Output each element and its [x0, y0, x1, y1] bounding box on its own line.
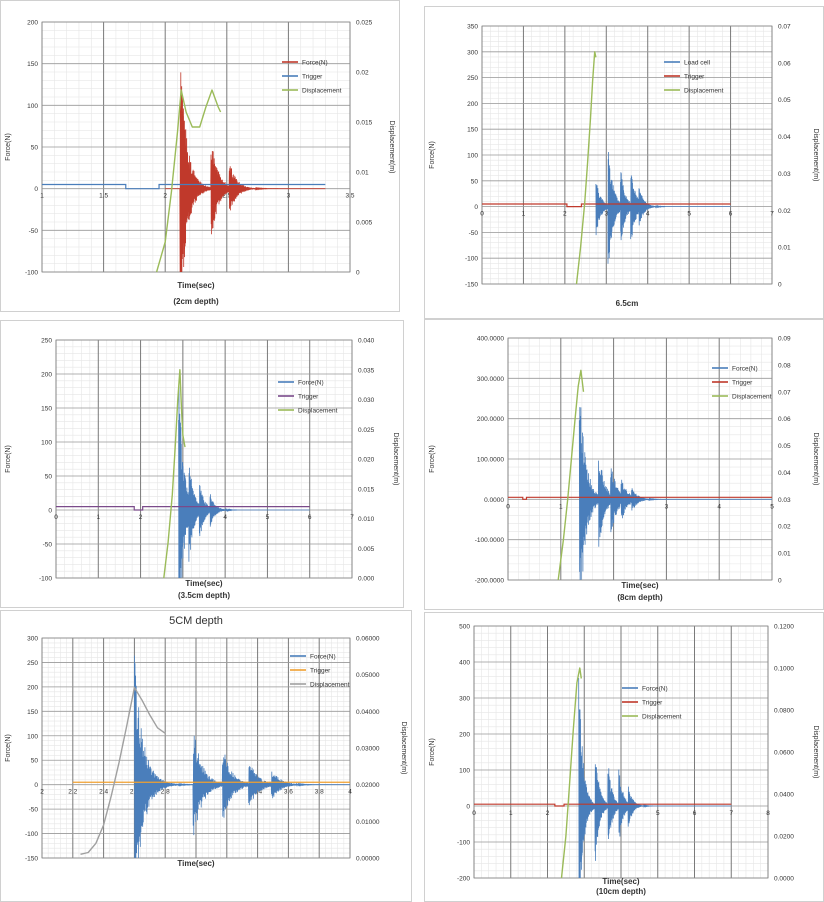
x-tick-label: 3.2: [222, 788, 232, 796]
y-tick-label: -50: [42, 541, 52, 549]
y-tick-label: 500: [459, 623, 470, 631]
legend-label: Displacement: [642, 713, 682, 721]
legend-label: Displacement: [732, 393, 772, 401]
x-tick-label: 3: [582, 810, 587, 817]
x-tick-label: 3.4: [253, 788, 263, 796]
x-tick-label: 1: [96, 514, 101, 521]
legend-label: Trigger: [302, 73, 323, 81]
y2-tick-label: 0.01000: [356, 818, 380, 826]
y2-tick-label: 0.02: [778, 523, 791, 531]
y-tick-label: 300.0000: [476, 375, 504, 383]
chart-8cm-svg: [424, 318, 824, 610]
series-force-n--line: [579, 678, 732, 878]
y2-tick-label: 0.05000: [356, 672, 380, 680]
x-tick-label: 3.8: [314, 788, 324, 796]
y2-tick-label: 0.02: [778, 207, 791, 215]
chart-panel-10cm: [424, 612, 824, 902]
y2-tick-label: 0.0400: [774, 791, 794, 799]
x-tick-label: 6: [307, 514, 312, 521]
y2-tick-label: 0.01: [778, 550, 791, 558]
y2-tick-label: 0.030: [358, 397, 375, 404]
y-tick-label: 300: [27, 635, 38, 643]
y-tick-label: 50: [30, 757, 38, 765]
y2-tick-label: 0.015: [356, 119, 373, 127]
x-tick-label: 3: [664, 503, 669, 511]
series-force-n--line: [179, 386, 310, 578]
y-tick-label: 150: [467, 126, 478, 134]
y2-tick-label: 0.09: [778, 335, 791, 343]
y2-tick-label: 0.02000: [356, 782, 380, 790]
y-tick-label: 100: [27, 102, 38, 110]
x-tick-label: 4: [348, 788, 352, 796]
x-tick-label: 2: [545, 810, 550, 817]
x-tick-label: 0: [480, 210, 484, 218]
y2-tick-label: 0.0800: [774, 707, 794, 715]
y2-tick-label: 0.03000: [356, 745, 380, 753]
y2-tick-label: 0.07: [778, 23, 791, 31]
x-tick-label: 1: [508, 810, 513, 817]
x-axis-label: Time(sec): [602, 877, 640, 886]
x-axis-label: Time(sec): [177, 859, 215, 868]
chart-panel-2cm: [0, 0, 400, 312]
legend-label: Force(N): [302, 59, 328, 67]
series-load-cell-line: [596, 152, 731, 264]
grid: [508, 338, 772, 580]
y-tick-label: 350: [467, 23, 478, 31]
y-tick-label: 0: [48, 507, 52, 515]
legend-label: Force(N): [642, 685, 668, 693]
x-tick-label: 2.4: [99, 788, 109, 796]
y-tick-label: 150: [27, 61, 38, 69]
legend-label: Force(N): [298, 379, 324, 387]
x-tick-label: 5: [265, 514, 270, 521]
y-tick-label: 200: [27, 19, 38, 27]
y2-tick-label: 0.01: [778, 244, 791, 252]
y2-tick-label: 0.025: [358, 426, 375, 434]
x-tick-label: 4: [717, 503, 722, 511]
y2-tick-label: 0.1000: [774, 665, 794, 673]
y-tick-label: 100: [467, 152, 478, 160]
y2-tick-label: 0.1200: [774, 623, 794, 631]
y-tick-label: -100: [38, 575, 52, 583]
chart-6-5cm-svg: [424, 6, 824, 320]
x-tick-label: 0: [472, 810, 476, 817]
y2-axis-label: Displacement(m): [812, 432, 819, 486]
y2-tick-label: 0.0000: [774, 875, 794, 883]
y-tick-label: 0: [34, 782, 38, 790]
y-tick-label: 150: [27, 708, 38, 716]
x-tick-label: 2.2: [68, 788, 78, 796]
x-tick-label: 7: [770, 210, 774, 218]
y2-tick-label: 0.000: [358, 575, 375, 583]
y-tick-label: -100: [464, 255, 478, 263]
x-axis-label: Time(sec): [621, 581, 659, 590]
grid: [482, 26, 772, 284]
series-displacement-line: [562, 668, 582, 878]
legend-label: Force(N): [310, 653, 336, 661]
x-tick-label: 3: [194, 788, 198, 796]
legend-label: Displacement: [298, 407, 338, 415]
x-tick-label: 2: [563, 210, 567, 218]
x-tick-label: 2.6: [129, 788, 139, 796]
series-displacement-line: [577, 52, 596, 284]
y-tick-label: 0: [466, 803, 470, 811]
y-tick-label: 50: [30, 144, 38, 152]
y-tick-label: 100: [459, 767, 470, 775]
legend-label: Displacement: [302, 87, 342, 95]
y2-tick-label: 0.010: [358, 516, 375, 523]
legend-label: Trigger: [310, 667, 331, 675]
x-tick-label: 6: [692, 810, 697, 817]
y2-axis-label: Displacement(m): [812, 128, 819, 182]
legend-label: Force(N): [732, 365, 758, 373]
x-tick-label: 2.5: [222, 192, 232, 200]
legend-label: Displacement: [684, 87, 724, 95]
x-tick-label: 3: [604, 210, 609, 218]
chart-5cm-svg: [0, 610, 412, 902]
y-tick-label: 50: [44, 473, 52, 481]
y2-tick-label: 0.005: [358, 545, 375, 553]
chart-caption: (8cm depth): [617, 593, 663, 602]
y-tick-label: 300: [467, 49, 478, 57]
y2-tick-label: 0: [778, 577, 782, 585]
y-tick-label: 400.0000: [476, 335, 504, 343]
x-tick-label: 1.5: [99, 192, 109, 200]
y-tick-label: -50: [28, 227, 38, 235]
grid: [474, 626, 768, 878]
y-tick-label: -100.0000: [474, 537, 504, 545]
y-axis-label: Force(N): [429, 445, 436, 473]
y-tick-label: -200: [456, 875, 470, 883]
x-axis-label: Time(sec): [177, 281, 215, 290]
chart-10cm-svg: [424, 612, 824, 902]
y2-tick-label: 0.040: [358, 337, 375, 345]
x-tick-label: 3.5: [345, 192, 355, 200]
chart-title: 5CM depth: [169, 615, 223, 627]
plot-area: [56, 340, 352, 578]
x-tick-label: 3: [286, 192, 291, 200]
x-tick-label: 0: [506, 503, 510, 511]
y2-tick-label: 0.06000: [356, 635, 380, 643]
y-tick-label: 250: [27, 659, 38, 667]
y-tick-label: 200: [41, 371, 52, 379]
x-tick-label: 1: [40, 192, 44, 200]
y-tick-label: -100: [24, 831, 38, 839]
y2-tick-label: 0.03: [778, 170, 791, 178]
grid: [56, 340, 352, 578]
x-tick-label: 2: [163, 192, 168, 200]
chart-caption: (10cm depth): [596, 887, 646, 896]
y2-tick-label: 0.02: [356, 69, 369, 77]
x-tick-label: 4: [645, 210, 650, 218]
legend-label: Trigger: [732, 379, 753, 387]
y2-tick-label: 0.025: [356, 19, 373, 27]
y2-tick-label: 0.04000: [356, 708, 380, 716]
chart-caption: (3.5cm depth): [177, 591, 231, 600]
y-tick-label: -150: [464, 281, 478, 289]
y-axis-label: Force(N): [429, 141, 436, 169]
y-tick-label: 100: [41, 439, 52, 447]
y2-tick-label: 0.05: [778, 97, 791, 105]
y2-axis-label: Displacement(m): [392, 432, 399, 486]
x-tick-label: 1: [558, 503, 563, 511]
x-tick-label: 4: [619, 810, 623, 817]
y2-tick-label: 0.06: [778, 60, 791, 68]
y-tick-label: 400: [459, 659, 470, 667]
x-tick-label: 2: [138, 514, 143, 521]
grid: [42, 638, 350, 858]
y-tick-label: 0: [34, 186, 38, 194]
x-tick-label: 5: [770, 503, 774, 511]
y-tick-label: 100.0000: [476, 456, 504, 464]
chart-panel-3-5cm: [0, 320, 404, 608]
y-tick-label: 100: [27, 733, 38, 741]
y2-tick-label: 0.07: [778, 389, 791, 397]
y-tick-label: 300: [459, 695, 470, 703]
y2-tick-label: 0.06: [778, 416, 791, 424]
y-tick-label: 0: [474, 204, 478, 212]
x-tick-label: 3.6: [283, 788, 293, 796]
chart-2cm-svg: [0, 0, 400, 312]
y2-tick-label: 0.03: [778, 496, 791, 504]
y-tick-label: -100: [24, 269, 38, 277]
y2-tick-label: 0.08: [778, 362, 791, 370]
y-axis-label: Force(N): [5, 734, 12, 762]
y2-tick-label: 0.04: [778, 134, 791, 142]
y2-tick-label: 0.01: [356, 169, 369, 177]
y-tick-label: 200: [459, 731, 470, 739]
y-tick-label: 250: [467, 75, 478, 83]
legend-label: Trigger: [298, 393, 319, 401]
x-axis-label: Time(sec): [185, 579, 223, 588]
y2-tick-label: 0.0200: [774, 833, 794, 841]
panel-border: [425, 613, 824, 902]
legend-label: Trigger: [684, 73, 705, 81]
legend-label: Trigger: [642, 699, 663, 707]
y2-tick-label: 0.020: [358, 456, 375, 464]
y-tick-label: -200.0000: [474, 577, 504, 585]
y-axis-label: Force(N): [5, 133, 12, 161]
chart-panel-5cm: [0, 610, 412, 902]
y-tick-label: 50: [470, 178, 478, 186]
legend-label: Load cell: [684, 59, 711, 67]
y2-axis-label: Displacement(m): [388, 120, 395, 174]
chart-panel-8cm: [424, 318, 824, 610]
series-displacement-line: [81, 688, 166, 855]
y2-tick-label: 0.005: [356, 219, 373, 227]
y-tick-label: -150: [24, 855, 38, 863]
y2-tick-label: 0: [778, 281, 782, 289]
y2-tick-label: 0.035: [358, 367, 375, 375]
legend-label: Displacement: [310, 681, 350, 689]
y2-axis-label: Displacement(m): [400, 721, 407, 775]
y2-axis-label: Displacement(m): [812, 725, 819, 779]
chart-panel-6-5cm: [424, 6, 824, 320]
x-tick-label: 1: [521, 210, 526, 218]
x-tick-label: 7: [729, 810, 734, 817]
x-tick-label: 0: [54, 514, 58, 521]
x-tick-label: 2: [611, 503, 616, 511]
x-tick-label: 2: [40, 788, 44, 796]
y-axis-label: Force(N): [429, 738, 436, 766]
x-tick-label: 7: [350, 514, 354, 521]
y-tick-label: 200: [27, 684, 38, 692]
x-tick-label: 4: [223, 514, 227, 521]
chart-caption: (2cm depth): [173, 297, 219, 306]
y2-tick-label: 0: [356, 269, 360, 277]
x-tick-label: 5: [687, 210, 691, 218]
y2-tick-label: 0.00000: [356, 855, 380, 863]
y-tick-label: -50: [468, 229, 478, 237]
y2-tick-label: 0.04: [778, 469, 791, 477]
y-tick-label: 150: [41, 405, 52, 413]
y2-tick-label: 0.015: [358, 486, 375, 494]
x-tick-label: 3: [181, 514, 185, 521]
x-tick-label: 2.8: [160, 788, 170, 796]
y-tick-label: 200.0000: [476, 416, 504, 424]
y-tick-label: -50: [28, 806, 38, 814]
x-tick-label: 5: [655, 810, 660, 817]
y-tick-label: 250: [41, 337, 52, 345]
y-tick-label: 0.0000: [484, 496, 504, 504]
y-axis-label: Force(N): [5, 445, 12, 473]
chart-caption: 6.5cm: [615, 299, 639, 308]
chart-3-5cm-svg: [0, 320, 404, 608]
y-tick-label: 200: [467, 100, 478, 108]
y-tick-label: -100: [456, 839, 470, 847]
y2-tick-label: 0.05: [778, 443, 791, 451]
x-tick-label: 8: [766, 810, 770, 817]
x-tick-label: 6: [728, 210, 733, 218]
y2-tick-label: 0.0600: [774, 749, 794, 757]
series-force-n--line: [579, 407, 772, 580]
